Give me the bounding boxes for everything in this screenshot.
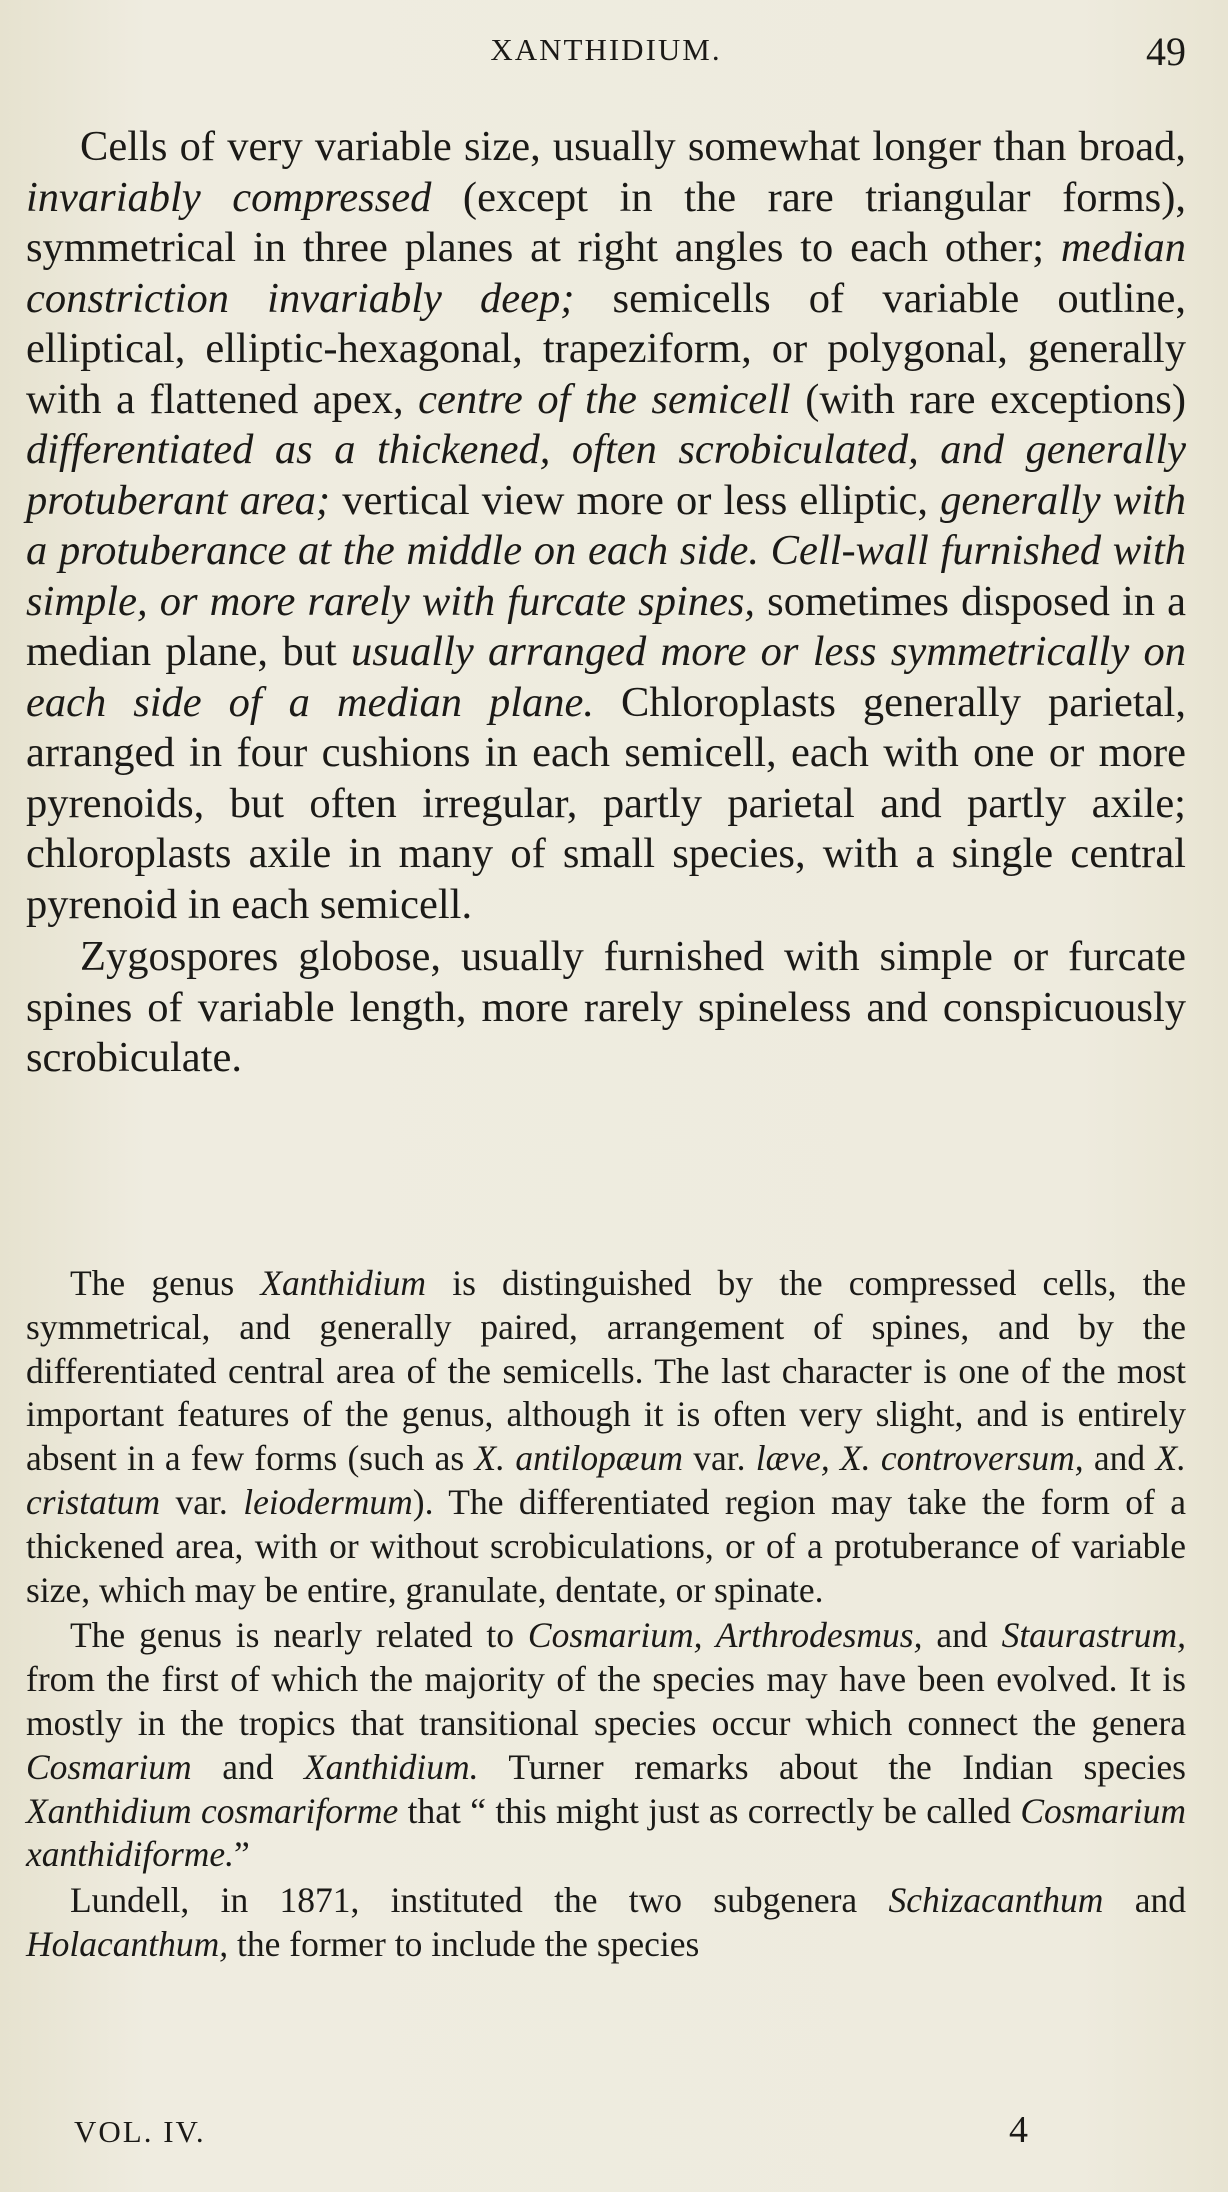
italic-text-run: Schizacanthum — [888, 1880, 1104, 1921]
diagnosis-paragraph-cells — [26, 122, 1186, 930]
text-run: Zygospores globose, usually furnished with simple or furcate spines of variable length, more rarely spineless and conspicuously scrobiculate. — [26, 933, 1186, 1081]
italic-text-run: centre of the semicell — [418, 375, 791, 423]
italic-text-run: differentiated as a thickened, often scrobiculated, and generally protuberant area; — [26, 426, 1186, 524]
genus-diagnosis — [26, 122, 1186, 1084]
signature-folio: 4 — [1009, 2109, 1028, 2151]
italic-text-run: leiodermum — [243, 1481, 413, 1522]
text-run: ” — [234, 1834, 250, 1875]
text-run: and — [1103, 1880, 1186, 1921]
commentary-paragraph-subgenera — [26, 1879, 1186, 1967]
italic-text-run: Holacanthum, — [26, 1923, 229, 1964]
genus-commentary — [26, 1262, 1186, 1967]
commentary-paragraph-distinction — [26, 1262, 1186, 1612]
running-head — [26, 28, 1186, 76]
italic-text-run: Cosmarium, Arthrodesmus, — [527, 1615, 923, 1656]
italic-text-run: Xanthidium cosmariforme — [26, 1790, 399, 1831]
text-run: var. — [160, 1481, 244, 1522]
text-run: and — [922, 1615, 1002, 1656]
text-run: var. — [683, 1438, 756, 1479]
text-run: (except in the rare triangular forms), symmetrical in three planes at right angles to each other; — [26, 173, 1186, 271]
text-run: The genus is nearly related to — [70, 1615, 528, 1656]
text-run: (with rare exceptions) — [790, 375, 1186, 423]
text-run: ). The differentiated region may take the form of a thickened area, with or without scrobiculations, or of a protuberance of variable size, which may be entire, granulate, dentate, or spinate. — [26, 1481, 1186, 1610]
italic-text-run: Staurastrum, — [1001, 1615, 1186, 1656]
italic-text-run: X. cristatum — [26, 1438, 1186, 1522]
text-run: and — [191, 1746, 304, 1787]
italic-text-run: læve, X. controversum, — [755, 1438, 1084, 1479]
italic-text-run: usually arranged more or less symmetrically on each side of a median plane. — [26, 628, 1186, 726]
text-run: that “ this might just as correctly be called — [398, 1790, 1021, 1831]
text-run: is distinguished by the compressed cells, the symmetrical, and generally paired, arrangement of spines, and by the differentiated central area of the semicells. The last character is one of the most important features of the genus, although it is often very slight, and is entirely absent in a few forms (such as — [26, 1263, 1186, 1479]
text-run: semicells of variable outline, elliptical, elliptic-hexagonal, trapeziform, or polygonal, generally with a flattened apex, — [26, 274, 1187, 423]
italic-text-run: Cosmarium xanthidiforme. — [26, 1790, 1187, 1875]
text-run: Lundell, in 1871, instituted the two subgenera — [70, 1880, 889, 1921]
text-run: and — [1083, 1438, 1156, 1479]
running-title: XANTHIDIUM. — [490, 32, 722, 67]
italic-text-run: generally with a protuberance at the middle on each side. Cell-wall furnished with simple, or more rarely with furcate spines, — [26, 476, 1186, 625]
page-number: 49 — [1146, 29, 1186, 74]
commentary-paragraph-relations — [26, 1614, 1186, 1877]
italic-text-run: X. antilopæum — [474, 1438, 683, 1479]
text-run: Turner remarks about the Indian species — [478, 1746, 1186, 1787]
volume-signature: VOL. IV. — [74, 2114, 206, 2149]
text-run: Chloroplasts generally parietal, arranged in four cushions in each semicell, each with one or more pyrenoids, but often irregular, partly parietal and partly axile; chloroplasts axile in many of small species, with a single central pyrenoid in each semicell. — [26, 678, 1186, 928]
diagnosis-paragraph-zygospores — [26, 932, 1186, 1084]
text-run: sometimes disposed in a median plane, but — [26, 577, 1186, 675]
text-run: Cells of very variable size, usually somewhat longer than broad, — [80, 123, 1186, 170]
text-run: The genus — [70, 1263, 261, 1303]
italic-text-run: Cosmarium — [26, 1746, 192, 1787]
text-run: from the first of which the majority of the species may have been evolved. It is mostly in the tropics that transitional species occur which connect the genera — [26, 1659, 1186, 1743]
text-run: vertical view more or less elliptic, — [330, 476, 941, 524]
page-footer — [74, 2108, 1028, 2152]
italic-text-run: Xanthidium — [260, 1263, 427, 1303]
italic-text-run: median constriction invariably deep; — [26, 224, 1186, 322]
text-run: the former to include the species — [228, 1923, 700, 1964]
italic-text-run: invariably compressed — [26, 173, 432, 221]
italic-text-run: Xanthidium. — [303, 1746, 479, 1787]
